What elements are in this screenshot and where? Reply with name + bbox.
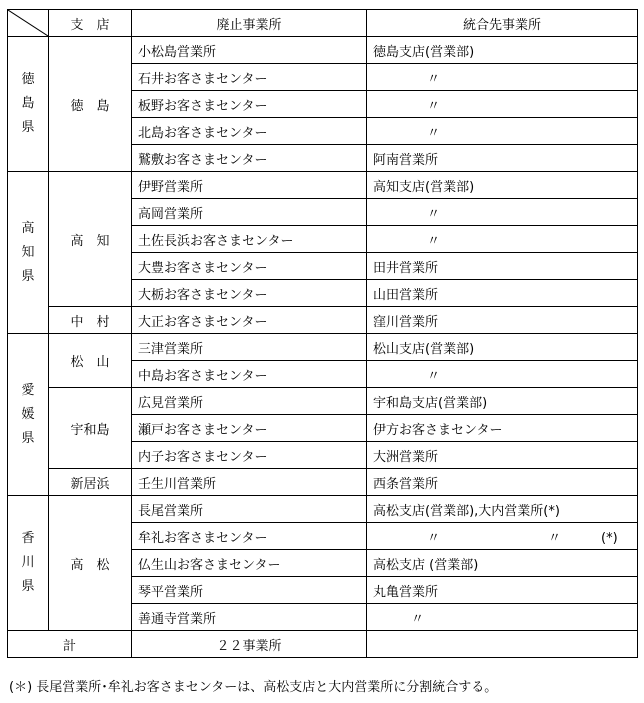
closed-office-cell: 北島お客さまセンター [132,118,367,145]
ditto-mark: 〃 [427,98,441,114]
destination-cell: 丸亀営業所 [367,577,638,604]
branch-cell: 中 村 [49,307,132,334]
footnote: (＊) 長尾営業所･牟礼お客さまセンターは、高松支店と大内営業所に分割統合する。 [9,680,498,695]
table-row [8,496,638,523]
ditto-mark: 〃 [427,368,441,384]
destination-cell: 大洲営業所 [367,442,638,469]
table-row [8,334,638,361]
table-row [8,307,638,334]
destination-cell: 窪川営業所 [367,307,638,334]
closed-office-cell: 鷲敷お客さまセンター [132,145,367,172]
closed-office-cell: 大栃お客さまセンター [132,280,367,307]
table-row [8,37,638,64]
total-value: ２２事業所 [132,631,367,658]
destination-cell: 徳島支店(営業部) [367,37,638,64]
destination-cell: 伊方お客さまセンター [367,415,638,442]
closed-office-cell: 広見営業所 [132,388,367,415]
branch-cell: 徳 島 [49,37,132,172]
closed-office-cell: 琴平営業所 [132,577,367,604]
destination-cell [367,64,638,91]
closed-office-cell: 大正お客さまセンター [132,307,367,334]
total-empty [367,631,638,658]
diagonal-line [8,10,48,36]
closed-office-cell: 石井お客さまセンター [132,64,367,91]
destination-cell: 高松支店(営業部),大内営業所(*) [367,496,638,523]
ditto-mark: 〃 [427,206,441,222]
destination-cell: 松山支店(営業部) [367,334,638,361]
destination-cell: 高知支店(営業部) [367,172,638,199]
header-branch: 支 店 [49,10,132,37]
branch-cell: 松 山 [49,334,132,388]
destination-cell [367,199,638,226]
destination-cell [367,91,638,118]
destination-cell: 山田営業所 [367,280,638,307]
destination-cell: 阿南営業所 [367,145,638,172]
destination-cell: 田井営業所 [367,253,638,280]
total-row [8,631,638,658]
prefecture-cell: 高 知 県 [8,172,49,334]
closed-office-cell: 壬生川営業所 [132,469,367,496]
destination-cell [367,226,638,253]
closed-office-cell: 牟礼お客さまセンター [132,523,367,550]
closed-office-cell: 高岡営業所 [132,199,367,226]
destination-cell [367,604,638,631]
closed-office-cell: 善通寺営業所 [132,604,367,631]
closed-office-cell: 小松島営業所 [132,37,367,64]
prefecture-cell: 愛 媛 県 [8,334,49,496]
destination-cell: 宇和島支店(営業部) [367,388,638,415]
closed-office-cell: 中島お客さまセンター [132,361,367,388]
ditto-mark: 〃 [427,125,441,141]
total-label: 計 [8,631,132,658]
branch-cell: 高 知 [49,172,132,307]
table-row [8,172,638,199]
ditto-mark: 〃 [548,530,562,546]
branch-cell: 新居浜 [49,469,132,496]
closed-office-cell: 伊野営業所 [132,172,367,199]
consolidation-table [7,9,638,658]
closed-office-cell: 仏生山お客さまセンター [132,550,367,577]
header-closed-office: 廃止事業所 [132,10,367,37]
ditto-mark: 〃 [427,233,441,249]
prefecture-cell: 香 川 県 [8,496,49,631]
closed-office-cell: 長尾営業所 [132,496,367,523]
header-destination: 統合先事業所 [367,10,638,37]
branch-cell: 宇和島 [49,388,132,469]
ditto-mark: 〃 [427,530,441,546]
prefecture-cell: 徳 島 県 [8,37,49,172]
corner-cell [8,10,49,37]
branch-cell: 高 松 [49,496,132,631]
destination-cell [367,523,638,550]
destination-cell: 高松支店 (営業部) [367,550,638,577]
closed-office-cell: 三津営業所 [132,334,367,361]
ditto-mark: 〃 [427,71,441,87]
asterisk-note: (*) [601,530,618,546]
closed-office-cell: 大豊お客さまセンター [132,253,367,280]
destination-cell [367,361,638,388]
header-row [8,10,638,37]
closed-office-cell: 板野お客さまセンター [132,91,367,118]
table-row [8,469,638,496]
closed-office-cell: 内子お客さまセンター [132,442,367,469]
destination-cell [367,118,638,145]
destination-cell: 西条営業所 [367,469,638,496]
closed-office-cell: 土佐長浜お客さまセンター [132,226,367,253]
ditto-mark: 〃 [411,611,425,627]
table-row [8,388,638,415]
closed-office-cell: 瀬戸お客さまセンター [132,415,367,442]
